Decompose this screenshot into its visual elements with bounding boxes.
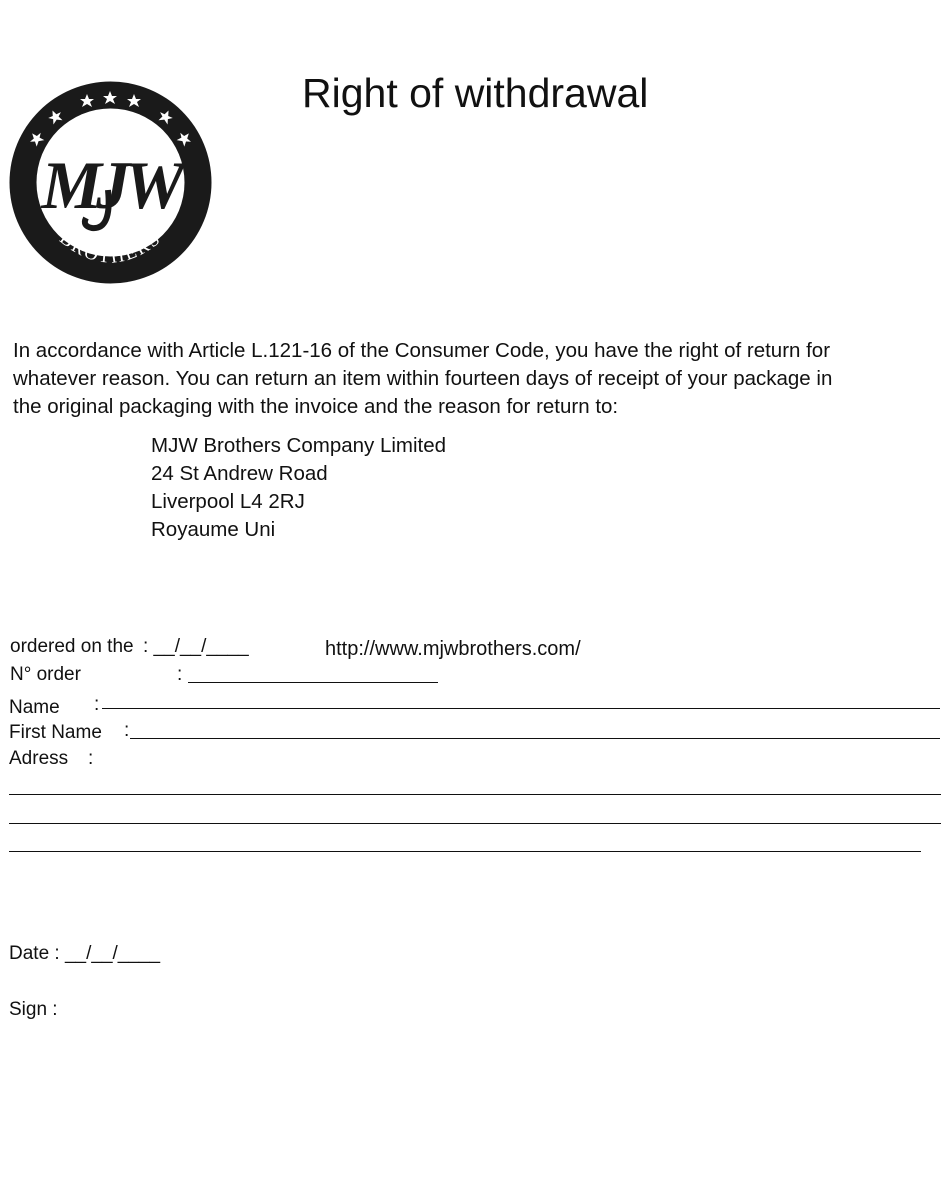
page-title: Right of withdrawal	[302, 70, 649, 116]
order-number-field[interactable]	[188, 682, 438, 683]
paragraph-line: whatever reason. You can return an item within fourteen days of receipt of your package in	[13, 367, 833, 390]
first-name-label: First Name	[9, 722, 102, 743]
address-field-line-2[interactable]	[9, 823, 941, 824]
name-separator: :	[94, 694, 100, 715]
intro-paragraph	[13, 337, 943, 421]
first-name-separator: :	[124, 720, 130, 741]
paragraph-line: the original packaging with the invoice and the reason for return to:	[13, 395, 619, 418]
address-field-line-1[interactable]	[9, 794, 941, 795]
address-line: Liverpool L4 2RJ	[151, 490, 305, 513]
logo-subtitle: BROTHERS	[55, 227, 166, 268]
order-number-separator: :	[177, 664, 183, 685]
address-label: Adress	[9, 748, 69, 769]
sign-field[interactable]: Sign :	[9, 999, 58, 1020]
address-line: Royaume Uni	[151, 518, 276, 541]
mjw-brothers-logo	[8, 80, 213, 285]
address-field-line-3[interactable]	[9, 851, 921, 852]
ordered-on-label: ordered on the	[10, 636, 134, 657]
address-separator: :	[88, 748, 94, 769]
order-number-label: N° order	[10, 664, 81, 685]
address-line: MJW Brothers Company Limited	[151, 434, 447, 457]
website-link[interactable]: http://www.mjwbrothers.com/	[325, 638, 581, 660]
ordered-on-field[interactable]: : __/__/____	[143, 636, 249, 657]
first-name-field[interactable]	[130, 738, 940, 739]
return-address	[151, 432, 446, 544]
name-field[interactable]	[102, 708, 940, 709]
paragraph-line: In accordance with Article L.121-16 of the Consumer Code, you have the right of return for	[13, 339, 831, 362]
name-label: Name	[9, 697, 60, 718]
logo-monogram: MJW	[41, 147, 179, 223]
address-line: 24 St Andrew Road	[151, 462, 328, 485]
date-field[interactable]: Date : __/__/____	[9, 943, 161, 964]
